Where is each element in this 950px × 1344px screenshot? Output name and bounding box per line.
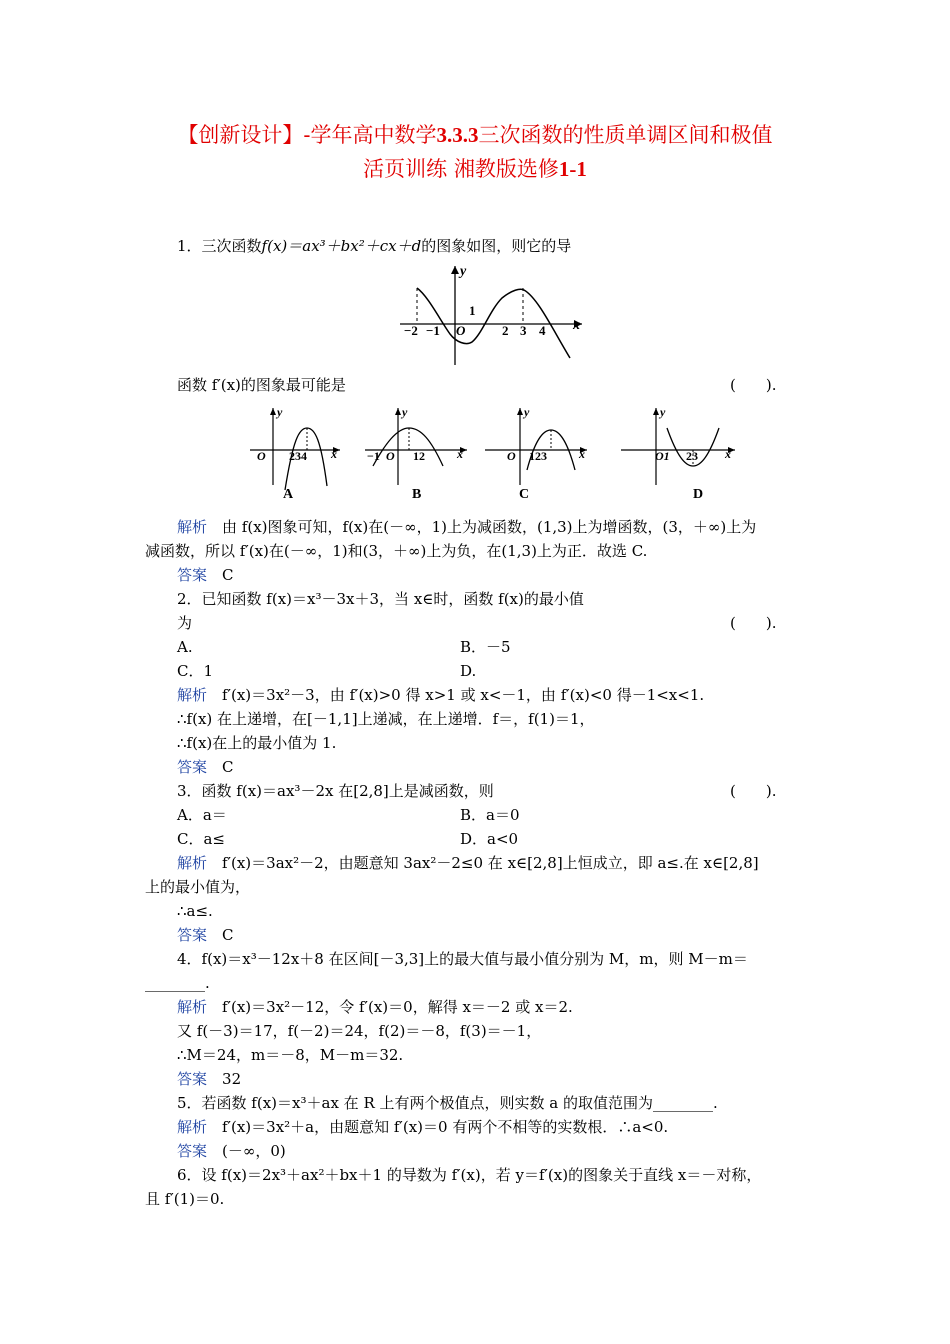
q3-options-ab: A．a＝ B．a＝0 bbox=[177, 806, 520, 824]
svg-text:x: x bbox=[457, 447, 463, 461]
q3-stem: 3．函数 f(x)＝ax³－2x 在[2,8]上是减函数，则 ( ). bbox=[177, 782, 777, 800]
svg-text:y: y bbox=[524, 405, 530, 419]
doc-title-line1: 【创新设计】-学年高中数学3.3.3三次函数的性质单调区间和极值 bbox=[177, 123, 773, 147]
option-a-graph bbox=[250, 405, 340, 502]
tick-1: 1 bbox=[469, 303, 476, 318]
svg-text:x: x bbox=[331, 447, 337, 461]
q6-stem: 6．设 f(x)＝2x³＋ax²＋bx＋1 的导数为 f′(x)，若 y＝f′(x)的图象关于直线 x＝－对称， bbox=[177, 1166, 762, 1184]
q2-analysis-3: ∴f(x)在上的最小值为 1. bbox=[177, 734, 337, 752]
tick-4: 4 bbox=[539, 323, 546, 338]
tick-neg1: −1 bbox=[426, 323, 440, 338]
q1-analysis-2: 减函数，所以 f′(x)在(－∞，1)和(3，＋∞)上为负，在(1,3)上为正．故选 C. bbox=[145, 542, 648, 560]
svg-text:O: O bbox=[257, 449, 266, 463]
q1-analysis: 解析 由 f(x)图象可知，f(x)在(－∞，1)上为减函数，(1,3)上为增函数，(3，＋∞)上为 bbox=[177, 518, 757, 536]
svg-text:12: 12 bbox=[413, 449, 425, 463]
origin-label: O bbox=[456, 323, 466, 338]
svg-text:O: O bbox=[386, 449, 395, 463]
svg-text:O1: O1 bbox=[655, 449, 670, 463]
q4-stem-2: ________. bbox=[145, 974, 210, 992]
q1-stem: 1．三次函数f(x)＝ax³＋bx²＋cx＋d的图象如图，则它的导 bbox=[177, 237, 572, 255]
option-b-graph bbox=[365, 405, 467, 502]
option-d-graph bbox=[621, 405, 735, 502]
svg-text:O: O bbox=[507, 449, 516, 463]
q1-answer: 答案 C bbox=[177, 566, 234, 584]
q5-answer: 答案 (－∞，0) bbox=[177, 1142, 286, 1160]
q4-stem: 4．f(x)＝x³－12x＋8 在区间[－3,3]上的最大值与最小值分别为 M，m，则 M－m＝ bbox=[177, 950, 748, 968]
option-d-label: D bbox=[693, 487, 704, 502]
q2-options-cd: C．1 D. bbox=[177, 662, 477, 680]
option-b-label: B bbox=[412, 487, 422, 502]
svg-text:y: y bbox=[277, 405, 283, 419]
q1-main-graph bbox=[398, 262, 588, 367]
q3-analysis-3: ∴a≤. bbox=[177, 902, 213, 920]
q4-analysis-3: ∴M＝24，m＝－8，M－m＝32. bbox=[177, 1046, 404, 1064]
svg-text:23: 23 bbox=[686, 449, 698, 463]
q5-analysis: 解析 f′(x)＝3x²＋a，由题意知 f′(x)＝0 有两个不相等的实数根．∴a<0. bbox=[177, 1118, 669, 1136]
option-a-label: A bbox=[283, 487, 294, 502]
q2-stem-2: 为 ( ). bbox=[177, 614, 777, 632]
q3-analysis: 解析 f′(x)＝3ax²－2，由题意知 3ax²－2≤0 在 x∈[2,8]上恒成立，即 a≤.在 x∈[2,8] bbox=[177, 854, 759, 872]
q3-options-cd: C．a≤ D．a<0 bbox=[177, 830, 519, 848]
tick-2: 2 bbox=[502, 323, 509, 338]
svg-text:123: 123 bbox=[529, 449, 547, 463]
q4-analysis: 解析 f′(x)＝3x²－12，令 f′(x)＝0，解得 x＝－2 或 x＝2. bbox=[177, 998, 573, 1016]
q4-answer: 答案 32 bbox=[177, 1070, 242, 1088]
q2-analysis: 解析 f′(x)＝3x²－3，由 f′(x)>0 得 x>1 或 x<－1，由 f′(x)<0 得－1<x<1. bbox=[177, 686, 705, 704]
tick-neg2: −2 bbox=[404, 323, 418, 338]
q2-answer: 答案 C bbox=[177, 758, 234, 776]
doc-title-line2: 活页训练 湘教版选修1-1 bbox=[363, 157, 587, 181]
q3-analysis-2: 上的最小值为， bbox=[145, 878, 251, 896]
svg-text:x: x bbox=[725, 447, 731, 461]
svg-text:y: y bbox=[402, 405, 408, 419]
svg-text:234: 234 bbox=[289, 449, 307, 463]
option-c-graph bbox=[485, 405, 587, 502]
option-c-label: C bbox=[519, 487, 530, 502]
q5-stem: 5．若函数 f(x)＝x³＋ax 在 R 上有两个极值点，则实数 a 的取值范围为________. bbox=[177, 1094, 718, 1112]
svg-text:−1: −1 bbox=[367, 449, 380, 463]
q2-options-ab: A. B．－5 bbox=[177, 638, 511, 656]
q1-stem-2: 函数 f′(x)的图象最可能是 ( ). bbox=[177, 376, 777, 394]
q1-option-graphs bbox=[245, 400, 745, 505]
q3-answer: 答案 C bbox=[177, 926, 234, 944]
q2-analysis-2: ∴f(x) 在上递增，在[－1,1]上递减，在上递增．f＝，f(1)＝1， bbox=[177, 710, 595, 728]
tick-3: 3 bbox=[520, 323, 527, 338]
svg-text:y: y bbox=[660, 405, 666, 419]
q2-stem: 2．已知函数 f(x)＝x³－3x＋3，当 x∈时，函数 f(x)的最小值 bbox=[177, 590, 584, 608]
x-axis-label: x bbox=[573, 318, 580, 333]
q6-stem-2: 且 f′(1)＝0. bbox=[145, 1190, 225, 1208]
q4-analysis-2: 又 f(－3)＝17，f(－2)＝24，f(2)＝－8，f(3)＝－1， bbox=[177, 1022, 542, 1040]
svg-text:x: x bbox=[579, 447, 585, 461]
y-axis-label: y bbox=[460, 264, 467, 279]
